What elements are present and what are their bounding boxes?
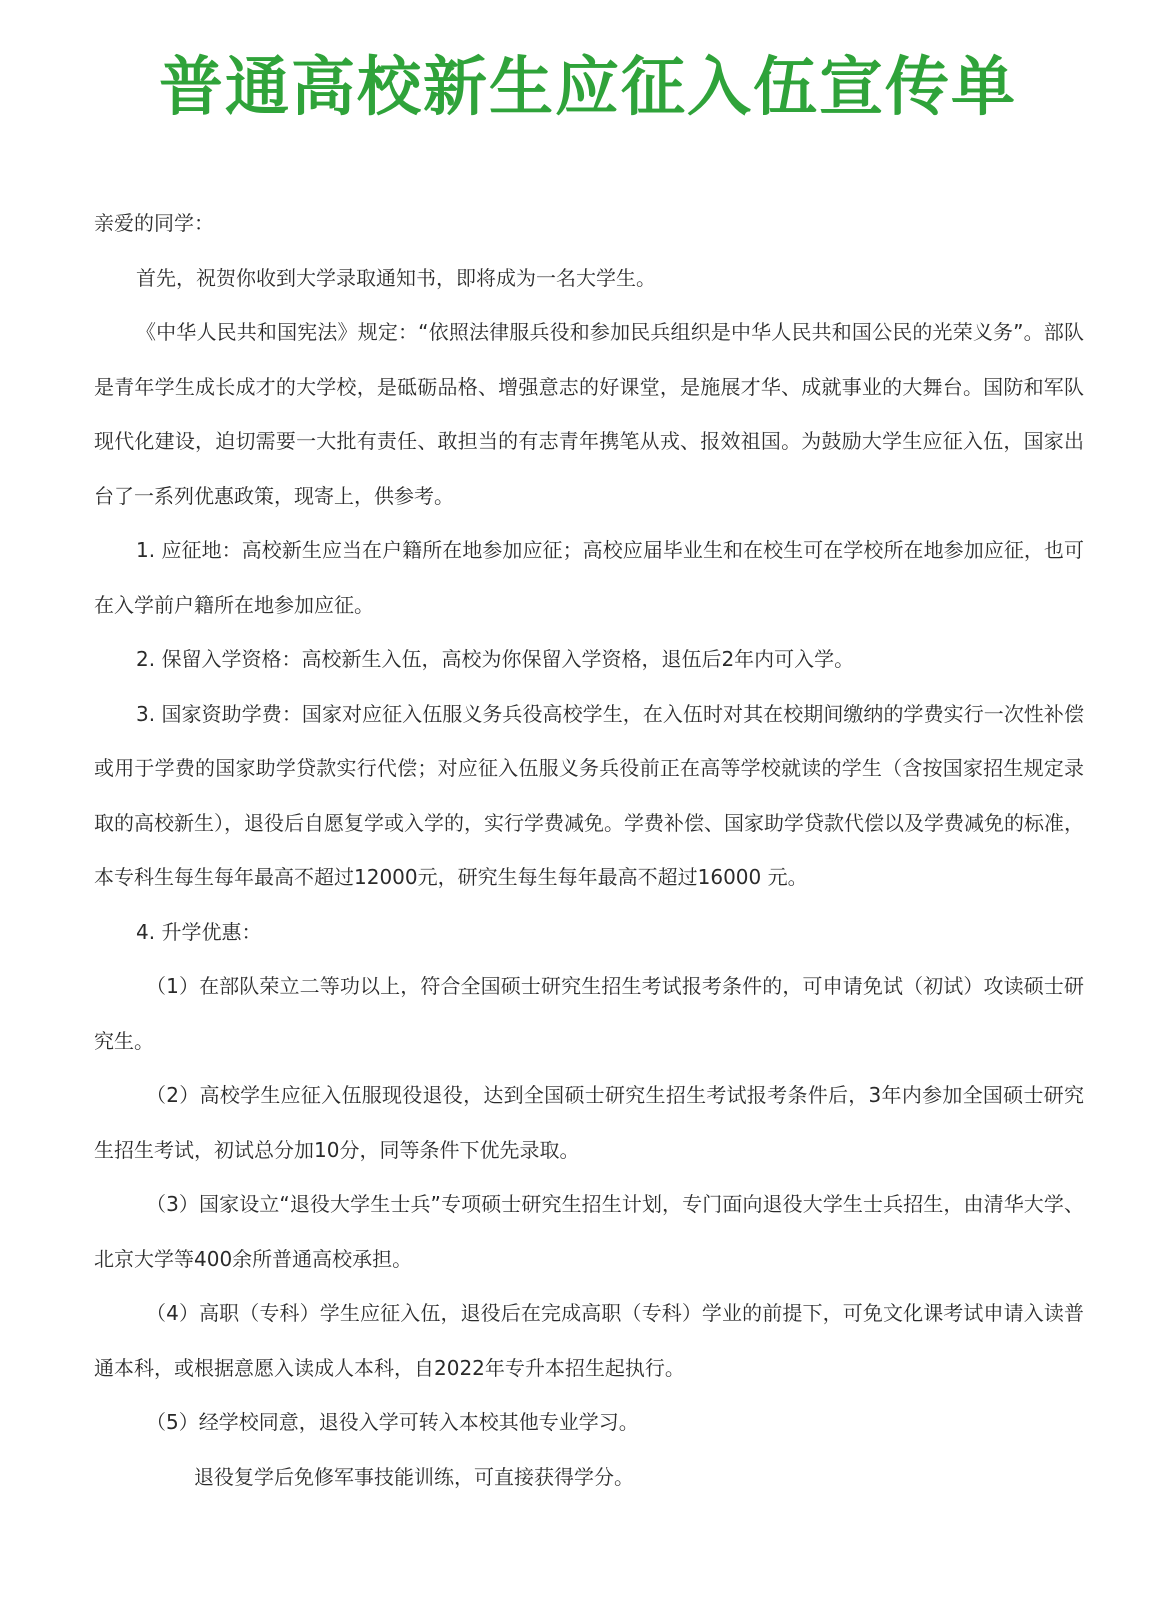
- policy-item-1: 1. 应征地：高校新生应当在户籍所在地参加应征；高校应届毕业生和在校生可在学校所在地参加应征，也可在入学前户籍所在地参加应征。: [94, 538, 1084, 617]
- policy-item-4: 4. 升学优惠：: [136, 919, 262, 944]
- policy-item-3: 3. 国家资助学费：国家对应征入伍服义务兵役高校学生，在入伍时对其在校期间缴纳的学费实行一次性补偿或用于学费的国家助学贷款实行代偿；对应征入伍服义务兵役前正在高等学校就读的学生（含按国家招生规定录取的高校新生），退役后自愿复学或入学的，实行学费减免。学费补偿、国家助学贷款代偿以及学费减免的标准，本专科生每生每年最高不超过12000元，研究生每生每年最高不超过16000 元。: [94, 701, 1084, 889]
- policy-sub-item-1: （1）在部队荣立二等功以上，符合全国硕士研究生招生考试报考条件的，可申请免试（初试）攻读硕士研究生。: [94, 974, 1084, 1053]
- paragraph-constitution: 《中华人民共和国宪法》规定：“依照法律服兵役和参加民兵组织是中华人民共和国公民的光荣义务”。部队是青年学生成长成才的大学校，是砥砺品格、增强意志的好课堂，是施展才华、成就事业的大舞台。国防和军队现代化建设，迫切需要一大批有责任、敢担当的有志青年携笔从戎、报效祖国。为鼓励大学生应征入伍，国家出台了一系列优惠政策，现寄上，供参考。: [94, 320, 1084, 508]
- greeting: 亲爱的同学：: [94, 211, 214, 235]
- policy-sub-item-4: （4）高职（专科）学生应征入伍，退役后在完成高职（专科）学业的前提下，可免文化课考试申请入读普通本科，或根据意愿入读成人本科，自2022年专升本招生起执行。: [94, 1301, 1084, 1380]
- policy-item-2: 2. 保留入学资格：高校新生入伍，高校为你保留入学资格，退伍后2年内可入学。: [136, 647, 855, 671]
- policy-sub-item-5: （5）经学校同意，退役入学可转入本校其他专业学习。: [146, 1410, 639, 1434]
- flyer-title: 普通高校新生应征入伍宣传单: [159, 50, 1017, 125]
- flyer-body: [94, 196, 1084, 1504]
- paragraph-congrats: 首先，祝贺你收到大学录取通知书，即将成为一名大学生。: [136, 265, 656, 290]
- policy-sub-item-5-note: 退役复学后免修军事技能训练，可直接获得学分。: [194, 1464, 634, 1489]
- policy-sub-item-2: （2）高校学生应征入伍服现役退役，达到全国硕士研究生招生考试报考条件后，3年内参加全国硕士研究生招生考试，初试总分加10分，同等条件下优先录取。: [94, 1083, 1084, 1162]
- policy-sub-item-3: （3）国家设立“退役大学生士兵”专项硕士研究生招生计划，专门面向退役大学生士兵招生，由清华大学、北京大学等400余所普通高校承担。: [94, 1192, 1084, 1271]
